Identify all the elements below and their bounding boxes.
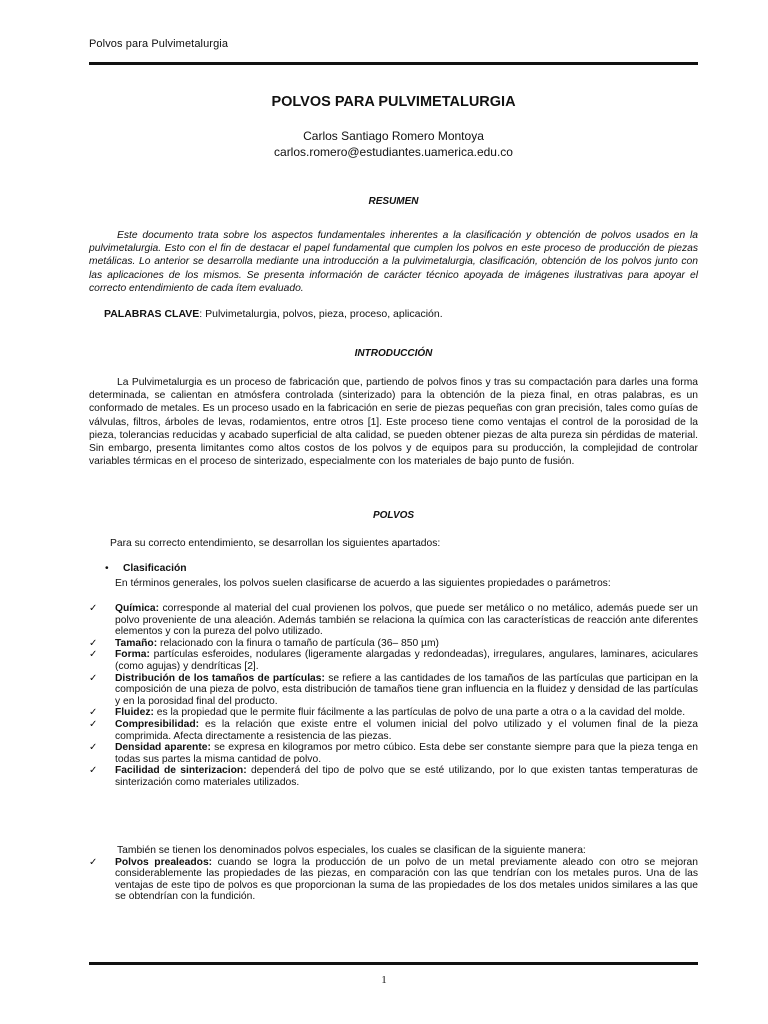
checkmark-icon: ✓ — [89, 765, 98, 777]
introduccion-text: La Pulvimetalurgia es un proceso de fabricación que, partiendo de polvos finos y tras su compactación para darles una forma determinada, se calientan en atmósfera controlada (sinterizado) para la obtención de la pieza final, en otras palabras, es un conformado de metales. Es un proceso usado en la fabricación en serie de piezas pequeñas con gran precisión, tales como guías de válvulas, filtros, árboles de levas, rodamientos, entre otros [1]. Este proceso tiene como ventajas el control de la porosidad de la pieza, tolerancias reducidas y acabado superficial de alta calidad, se pueden obtener piezas de alta pureza sin pérdidas de material. Sin embargo, presenta limitantes como altos costos de los polvos y de equipos para su producción, la complejidad de controlar variables térmicas en el proceso de sinterizado, especialmente con los materiales de bajo punto de fusión. — [89, 377, 698, 468]
polvos-heading: POLVOS — [372, 510, 415, 521]
introduccion-heading: INTRODUCCIÓN — [354, 348, 433, 359]
checkmark-icon: ✓ — [89, 742, 98, 754]
property-term: Química: — [115, 603, 160, 614]
author-name: Carlos Santiago Romero Montoya — [303, 129, 484, 143]
list-item — [89, 707, 698, 719]
property-text: es la propiedad que le permite fluir fácilmente a las partículas de polvo de una parte a otra o a la cavidad del molde. — [153, 707, 686, 719]
property-term: Densidad aparente: — [115, 742, 211, 754]
running-header: Polvos para Pulvimetalurgia — [89, 38, 229, 50]
property-text: es la relación que existe entre el volumen inicial del polvo utilizado y el volumen final de la pieza comprimida. Afecta directamente a resistencia de las piezas. — [115, 718, 698, 742]
property-text: dependerá del tipo de polvo que se esté utilizando, por lo que existen tantas temperaturas de sinterización como materiales utilizados. — [115, 765, 698, 788]
footer-rule — [89, 962, 698, 965]
checkmark-icon: ✓ — [89, 856, 98, 868]
keywords-line — [104, 308, 443, 320]
bullet-icon: • — [105, 563, 109, 574]
property-term: Distribución de los tamaños de partículas: — [115, 672, 325, 684]
property-term: Fluidez: — [115, 707, 154, 719]
clasificacion-heading — [105, 563, 187, 574]
list-item — [89, 603, 698, 638]
list-item — [89, 742, 698, 765]
keywords-label: PALABRAS CLAVE — [104, 308, 200, 320]
list-item — [89, 649, 698, 672]
author-email: carlos.romero@estudiantes.uamerica.edu.co — [274, 145, 513, 159]
checkmark-icon: ✓ — [89, 637, 98, 649]
header-rule — [89, 62, 698, 65]
especial-term: Polvos prealeados: — [115, 856, 213, 868]
list-item — [89, 765, 698, 788]
checkmark-icon: ✓ — [89, 603, 98, 614]
document-title: POLVOS PARA PULVIMETALURGIA — [271, 94, 516, 110]
especiales-block — [89, 845, 698, 903]
resumen-heading: RESUMEN — [368, 196, 419, 207]
resumen-text: Este documento trata sobre los aspectos fundamentales inherentes a la clasificación y obtención de polvos usados en la pulvimetalurgia. Esto con el fin de destacar el papel fundamental que cumplen los polvos en este proceso de producción de piezas metálicas. Lo anterior se desarrolla mediante una introducción a la pulvimetalurgia, clasificación, obtención de los polvos junto con las aplicaciones de los mismos. Se presenta información de carácter técnico apoyada de imágenes ilustrativas para apoyar el correcto entendimiento de cada ítem evaluado. — [89, 230, 698, 294]
property-text: se refiere a las cantidades de los tamaños de las partículas que participan en la composición de una pieza de polvo, esta distribución de tamaños tiene gran influencia en la fluidez y densidad de las partículas y en la porosidad final del producto. — [115, 672, 698, 707]
list-item — [89, 673, 698, 708]
list-item — [89, 638, 698, 650]
list-item — [89, 719, 698, 742]
list-item — [89, 857, 698, 903]
keywords-text: : Pulvimetalurgia, polvos, pieza, proceso, aplicación. — [199, 308, 443, 320]
clasificacion-text: En términos generales, los polvos suelen clasificarse de acuerdo a las siguientes propiedades o parámetros: — [115, 578, 611, 589]
checkmark-icon: ✓ — [89, 718, 98, 730]
checkmark-icon: ✓ — [89, 707, 98, 719]
checkmark-icon: ✓ — [89, 649, 98, 661]
especial-text: cuando se logra la producción de un polvo de un metal previamente aleado con otro se mejoran considerablemente las propiedades de las piezas, en comparación con las que tendrían con los metales puros. Una de las ventajas de este tipo de polvos es que proporcionan la suma de las propiedades de los dos metales unidos similares a las que se obtendrían con la fundición. — [115, 856, 699, 903]
property-text: se expresa en kilogramos por metro cúbico. Esta debe ser constante siempre para que la pieza tenga en todas sus partes la misma cantidad de polvo. — [115, 742, 699, 765]
property-text: corresponde al material del cual provienen los polvos, que puede ser metálico o no metálico, además puede ser un polvo proveniente de una aleación. Además también se relaciona la química con las características de reacción ante diferentes elementos y con la pureza del polvo utilizado. — [115, 603, 698, 638]
property-term: Compresibilidad: — [115, 718, 200, 730]
author-block — [89, 128, 698, 160]
checkmark-icon: ✓ — [89, 672, 98, 684]
property-term: Facilidad de sinterizacion: — [115, 765, 247, 777]
clasificacion-label: Clasificación — [123, 563, 187, 574]
property-text: partículas esferoides, nodulares (ligeramente alargadas y redondeadas), irregulares, angulares, laminares, aciculares (como agujas) y dendríticas [2]. — [115, 649, 698, 672]
especiales-intro: También se tienen los denominados polvos especiales, los cuales se clasifican de la siguiente manera: — [117, 845, 586, 856]
property-term: Forma: — [115, 649, 150, 661]
page-number: 1 — [381, 974, 387, 986]
property-term: Tamaño: — [115, 637, 158, 649]
properties-list — [89, 603, 698, 789]
resumen-text-block — [89, 229, 698, 295]
introduccion-block — [89, 376, 698, 468]
property-text: relacionado con la finura o tamaño de partícula (36– 850 µm) — [157, 637, 439, 649]
polvos-intro: Para su correcto entendimiento, se desarrollan los siguientes apartados: — [110, 538, 441, 549]
